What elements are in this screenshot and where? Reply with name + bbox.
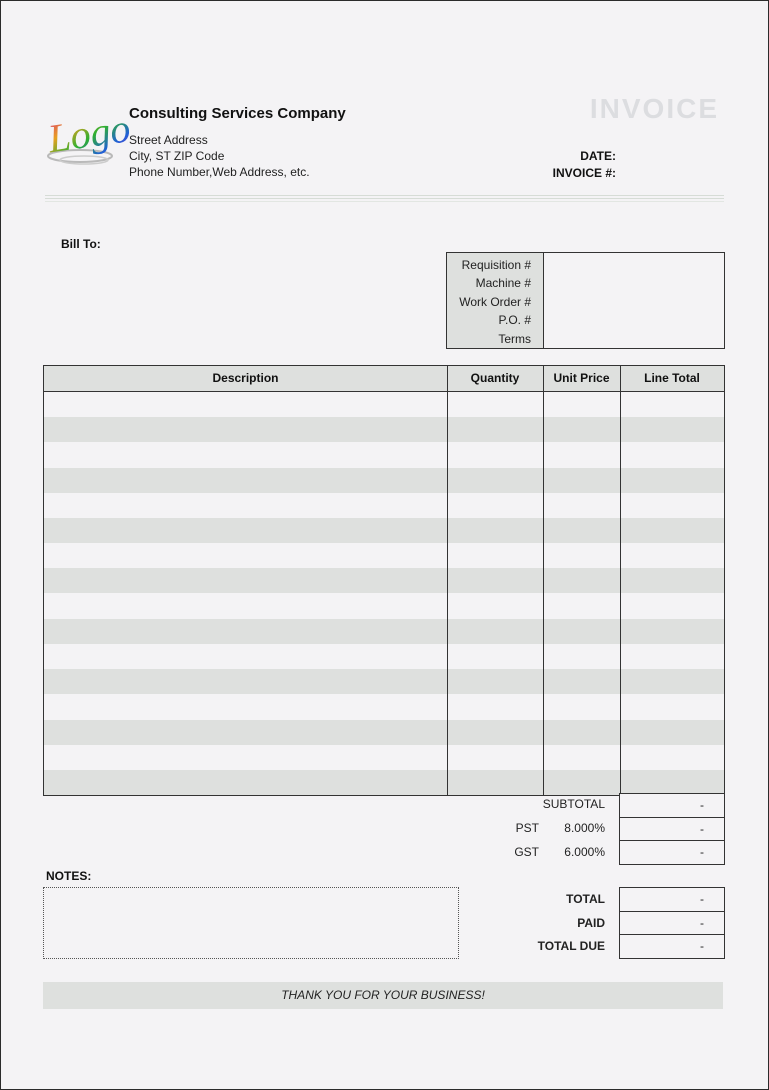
header-divider <box>45 201 724 202</box>
street-address: Street Address <box>129 133 208 147</box>
table-row[interactable] <box>44 417 724 442</box>
thank-you-text: THANK YOU FOR YOUR BUSINESS! <box>281 988 485 1002</box>
thank-you-bar <box>43 982 723 1009</box>
column-unit-price: Unit Price <box>553 371 610 385</box>
total-due-label: TOTAL DUE <box>537 939 605 953</box>
date-label: DATE: <box>580 149 616 163</box>
column-description: Description <box>212 371 279 385</box>
total-due-value: - <box>700 939 704 953</box>
city-line: City, ST ZIP Code <box>129 149 225 163</box>
invoice-number-label: INVOICE #: <box>552 166 616 180</box>
column-quantity: Quantity <box>470 371 520 385</box>
table-row[interactable] <box>44 518 724 543</box>
table-row[interactable] <box>44 594 724 619</box>
table-row[interactable] <box>44 669 724 694</box>
table-row[interactable] <box>44 770 724 795</box>
work-order-label: Work Order # <box>459 295 531 309</box>
table-row[interactable] <box>44 468 724 493</box>
table-row[interactable] <box>44 442 724 467</box>
logo-text: Logo <box>45 105 133 162</box>
pst-label: PST <box>515 821 539 835</box>
notes-box[interactable] <box>43 887 459 959</box>
grand-totals-box <box>619 887 725 959</box>
table-row[interactable] <box>44 745 724 770</box>
table-row[interactable] <box>44 392 724 417</box>
gst-rate: 6.000% <box>564 845 605 859</box>
contact-line: Phone Number,Web Address, etc. <box>129 165 310 179</box>
company-name: Consulting Services Company <box>129 105 346 122</box>
column-line-total: Line Total <box>644 371 700 385</box>
reference-labels <box>447 253 544 348</box>
document-title: INVOICE <box>589 93 719 124</box>
table-row[interactable] <box>44 568 724 593</box>
machine-label: Machine # <box>475 276 531 290</box>
gst-label: GST <box>514 845 539 859</box>
column-divider <box>620 366 621 795</box>
reference-box <box>446 252 725 349</box>
table-row[interactable] <box>44 644 724 669</box>
subtotal-label: SUBTOTAL <box>542 797 605 811</box>
table-row[interactable] <box>44 720 724 745</box>
line-items-table <box>43 365 725 796</box>
notes-label: NOTES: <box>46 869 92 883</box>
table-row[interactable] <box>44 493 724 518</box>
tax-totals-box <box>619 793 725 865</box>
company-logo <box>44 94 133 174</box>
table-row[interactable] <box>44 543 724 568</box>
pst-rate: 8.000% <box>564 821 605 835</box>
table-row[interactable] <box>44 694 724 719</box>
table-header <box>44 366 724 392</box>
subtotal-value: - <box>700 798 704 812</box>
total-value: - <box>700 892 704 906</box>
paid-value: - <box>700 916 704 930</box>
bill-to-label: Bill To: <box>61 237 101 251</box>
header-divider <box>45 198 724 199</box>
column-divider <box>447 366 448 795</box>
table-row[interactable] <box>44 619 724 644</box>
po-label: P.O. # <box>498 313 531 327</box>
column-divider <box>543 366 544 795</box>
header-divider <box>45 195 724 196</box>
total-label: TOTAL <box>566 892 605 906</box>
paid-label: PAID <box>577 916 605 930</box>
terms-label: Terms <box>498 332 531 346</box>
gst-value: - <box>700 845 704 859</box>
requisition-label: Requisition # <box>461 258 531 272</box>
pst-value: - <box>700 822 704 836</box>
